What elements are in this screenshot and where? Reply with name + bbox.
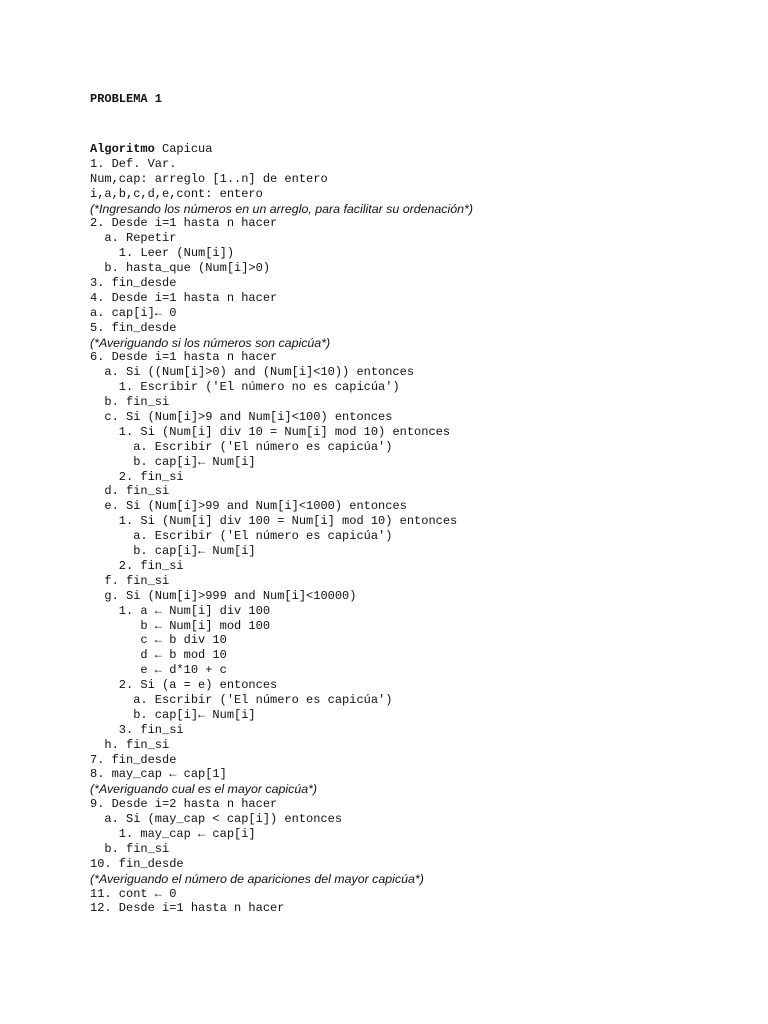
code-line: [90, 544, 750, 559]
line-text: e. Si (Num[i]>99 and Num[i]<1000) entonces: [90, 499, 407, 514]
line-text: b. fin_si: [90, 841, 170, 856]
line-text: 1. may_cap ← cap[i]: [90, 826, 256, 841]
code-line: [90, 187, 750, 202]
code-line: [90, 291, 750, 306]
line-text: a. Escribir ('El número es capicúa'): [90, 439, 393, 454]
code-line: [90, 499, 750, 514]
line-text: b. cap[i]← Num[i]: [90, 544, 256, 559]
line-text: (*Averiguando cual es el mayor capicúa*): [90, 782, 318, 797]
line-text: 9. Desde i=2 hasta n hacer: [90, 797, 278, 812]
code-line: [90, 216, 750, 231]
line-text: i,a,b,c,d,e,cont: entero: [90, 186, 263, 201]
code-line: [90, 395, 750, 410]
code-line: [90, 738, 750, 753]
line-text: 8. may_cap ← cap[1]: [90, 767, 227, 782]
comment-line: [90, 336, 750, 351]
code-line: [90, 842, 750, 857]
line-text: a. Escribir ('El número es capicúa'): [90, 529, 393, 544]
code-line: [90, 306, 750, 321]
line-text: b. hasta_que (Num[i]>0): [90, 261, 271, 276]
line-text: 12. Desde i=1 hasta n hacer: [90, 901, 285, 916]
code-line: [90, 708, 750, 723]
code-line: [90, 723, 750, 738]
line-text: b ← Num[i] mod 100: [90, 618, 271, 633]
line-text: 2. Si (a = e) entonces: [90, 678, 278, 693]
code-line: [90, 574, 750, 589]
line-text: a. Si ((Num[i]>0) and (Num[i]<10)) entonces: [90, 365, 415, 380]
line-text: 4. Desde i=1 hasta n hacer: [90, 290, 278, 305]
code-line: [90, 663, 750, 678]
code-line: [90, 261, 750, 276]
code-line: [90, 589, 750, 604]
line-text: a. Si (may_cap < cap[i]) entonces: [90, 812, 343, 827]
line-text: b. cap[i]← Num[i]: [90, 454, 256, 469]
code-line: [90, 246, 750, 261]
code-line: [90, 619, 750, 634]
line-text: d. fin_si: [90, 484, 170, 499]
line-text: 10. fin_desde: [90, 856, 184, 871]
line-text: 1. Escribir ('El número no es capicúa'): [90, 380, 400, 395]
algorithm-body: [90, 142, 750, 916]
code-line: [90, 231, 750, 246]
line-text: b. fin_si: [90, 395, 170, 410]
line-text: e ← d*10 + c: [90, 663, 227, 678]
line-text: h. fin_si: [90, 737, 170, 752]
line-text: 1. Si (Num[i] div 10 = Num[i] mod 10) entonces: [90, 424, 451, 439]
code-line: [90, 693, 750, 708]
code-line: [90, 797, 750, 812]
line-text: 7. fin_desde: [90, 752, 177, 767]
line-text: a. Escribir ('El número es capicúa'): [90, 692, 393, 707]
comment-line: [90, 872, 750, 887]
code-line: [90, 321, 750, 336]
code-line: [90, 827, 750, 842]
code-line: [90, 276, 750, 291]
code-line: [90, 172, 750, 187]
keyword: Algoritmo: [90, 142, 155, 156]
code-line: [90, 350, 750, 365]
code-line: [90, 380, 750, 395]
code-line: [90, 157, 750, 172]
line-text: 11. cont ← 0: [90, 886, 177, 901]
line-text: Capicua: [154, 142, 213, 156]
line-text: 2. fin_si: [90, 558, 184, 573]
code-line: [90, 887, 750, 902]
line-text: 1. Def. Var.: [90, 156, 177, 171]
code-line: [90, 767, 750, 782]
line-text: c. Si (Num[i]>9 and Num[i]<100) entonces: [90, 410, 393, 425]
line-text: 3. fin_si: [90, 722, 184, 737]
line-text: 1. Leer (Num[i]): [90, 246, 235, 261]
line-text: f. fin_si: [90, 573, 170, 588]
code-line: [90, 410, 750, 425]
line-text: Num,cap: arreglo [1..n] de entero: [90, 171, 328, 186]
code-line: [90, 455, 750, 470]
line-text: g. Si (Num[i]>999 and Num[i]<10000): [90, 588, 357, 603]
code-line: [90, 812, 750, 827]
code-line: [90, 857, 750, 872]
code-line: [90, 425, 750, 440]
code-line: [90, 440, 750, 455]
problem-heading: PROBLEMA 1: [90, 92, 163, 106]
comment-line: [90, 782, 750, 797]
code-line: [90, 559, 750, 574]
code-line: [90, 514, 750, 529]
line-text: c ← b div 10: [90, 633, 227, 648]
code-line: [90, 901, 750, 916]
line-text: d ← b mod 10: [90, 648, 227, 663]
code-line: [90, 648, 750, 663]
line-text: 1. a ← Num[i] div 100: [90, 603, 271, 618]
line-text: (*Averiguando si los números son capicúa*): [90, 335, 331, 350]
line-text: b. cap[i]← Num[i]: [90, 707, 256, 722]
code-line: [90, 529, 750, 544]
line-text: a. Repetir: [90, 231, 177, 246]
code-line: [90, 604, 750, 619]
line-text: 3. fin_desde: [90, 276, 177, 291]
line-text: 6. Desde i=1 hasta n hacer: [90, 350, 278, 365]
line-text: 2. fin_si: [90, 469, 184, 484]
line-text: a. cap[i]← 0: [90, 305, 177, 320]
code-line: [90, 678, 750, 693]
line-text: 1. Si (Num[i] div 100 = Num[i] mod 10) entonces: [90, 514, 458, 529]
code-line: [90, 142, 750, 157]
code-line: [90, 365, 750, 380]
code-line: [90, 470, 750, 485]
code-line: [90, 484, 750, 499]
comment-line: [90, 202, 750, 217]
line-text: (*Averiguando el número de apariciones del mayor capicúa*): [90, 871, 424, 886]
line-text: 2. Desde i=1 hasta n hacer: [90, 216, 278, 231]
code-line: [90, 633, 750, 648]
line-text: 5. fin_desde: [90, 320, 177, 335]
code-line: [90, 753, 750, 768]
line-text: (*Ingresando los números en un arreglo, para facilitar su ordenación*): [90, 201, 473, 216]
